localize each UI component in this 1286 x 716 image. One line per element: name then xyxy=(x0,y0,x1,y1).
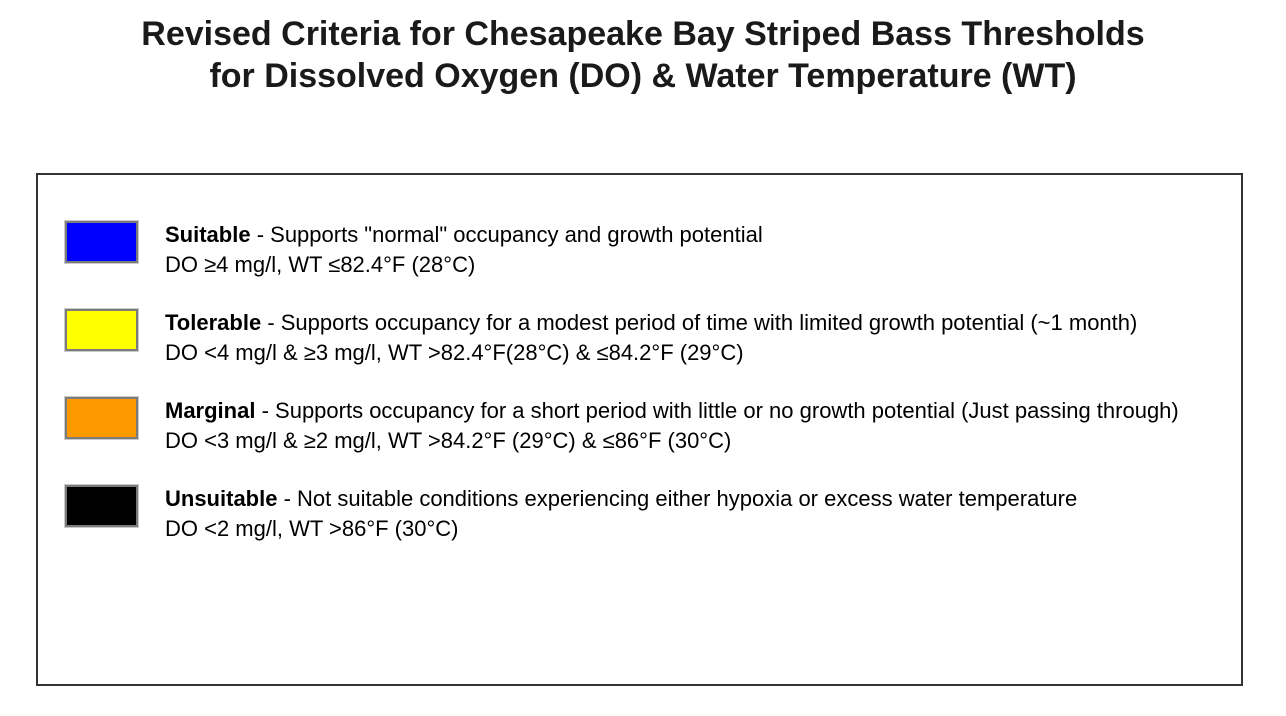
category-description: - Supports "normal" occupancy and growth potential xyxy=(256,222,763,247)
category-line xyxy=(165,308,1233,338)
category-line xyxy=(165,220,1233,250)
legend-box xyxy=(36,173,1243,686)
category-criteria: DO ≥4 mg/l, WT ≤82.4°F (28°C) xyxy=(165,252,476,277)
unsuitable-color-swatch xyxy=(65,485,138,527)
tolerable-color-swatch xyxy=(65,309,138,351)
page-title-line2: for Dissolved Oxygen (DO) & Water Temperature (WT) xyxy=(209,57,1077,95)
category-name: Marginal xyxy=(165,398,256,423)
legend-entry-text xyxy=(165,396,1233,456)
marginal-color-swatch xyxy=(65,397,138,439)
category-description: - Not suitable conditions experiencing either hypoxia or excess water temperature xyxy=(283,486,1078,511)
category-criteria: DO <4 mg/l & ≥3 mg/l, WT >82.4°F(28°C) & ≤84.2°F (29°C) xyxy=(165,340,744,365)
page-title xyxy=(24,13,1262,97)
category-line xyxy=(165,396,1233,426)
legend-entry-text xyxy=(165,220,1233,280)
page-title-line1: Revised Criteria for Chesapeake Bay Striped Bass Thresholds xyxy=(141,15,1145,53)
legend-entry-text xyxy=(165,308,1233,368)
category-criteria: DO <2 mg/l, WT >86°F (30°C) xyxy=(165,516,459,541)
legend-entry-unsuitable xyxy=(65,484,1233,544)
category-criteria: DO <3 mg/l & ≥2 mg/l, WT >84.2°F (29°C) & ≤86°F (30°C) xyxy=(165,428,732,453)
category-name: Tolerable xyxy=(165,310,262,335)
category-name: Suitable xyxy=(165,222,251,247)
suitable-color-swatch xyxy=(65,221,138,263)
legend-entry-marginal xyxy=(65,396,1233,456)
category-description: - Supports occupancy for a short period with little or no growth potential (Just passing through) xyxy=(261,398,1179,423)
category-description: - Supports occupancy for a modest period of time with limited growth potential (~1 month) xyxy=(267,310,1138,335)
category-line xyxy=(165,484,1233,514)
legend-entry-suitable xyxy=(65,220,1233,280)
legend-entry-tolerable xyxy=(65,308,1233,368)
category-name: Unsuitable xyxy=(165,486,278,511)
legend-entry-text xyxy=(165,484,1233,544)
